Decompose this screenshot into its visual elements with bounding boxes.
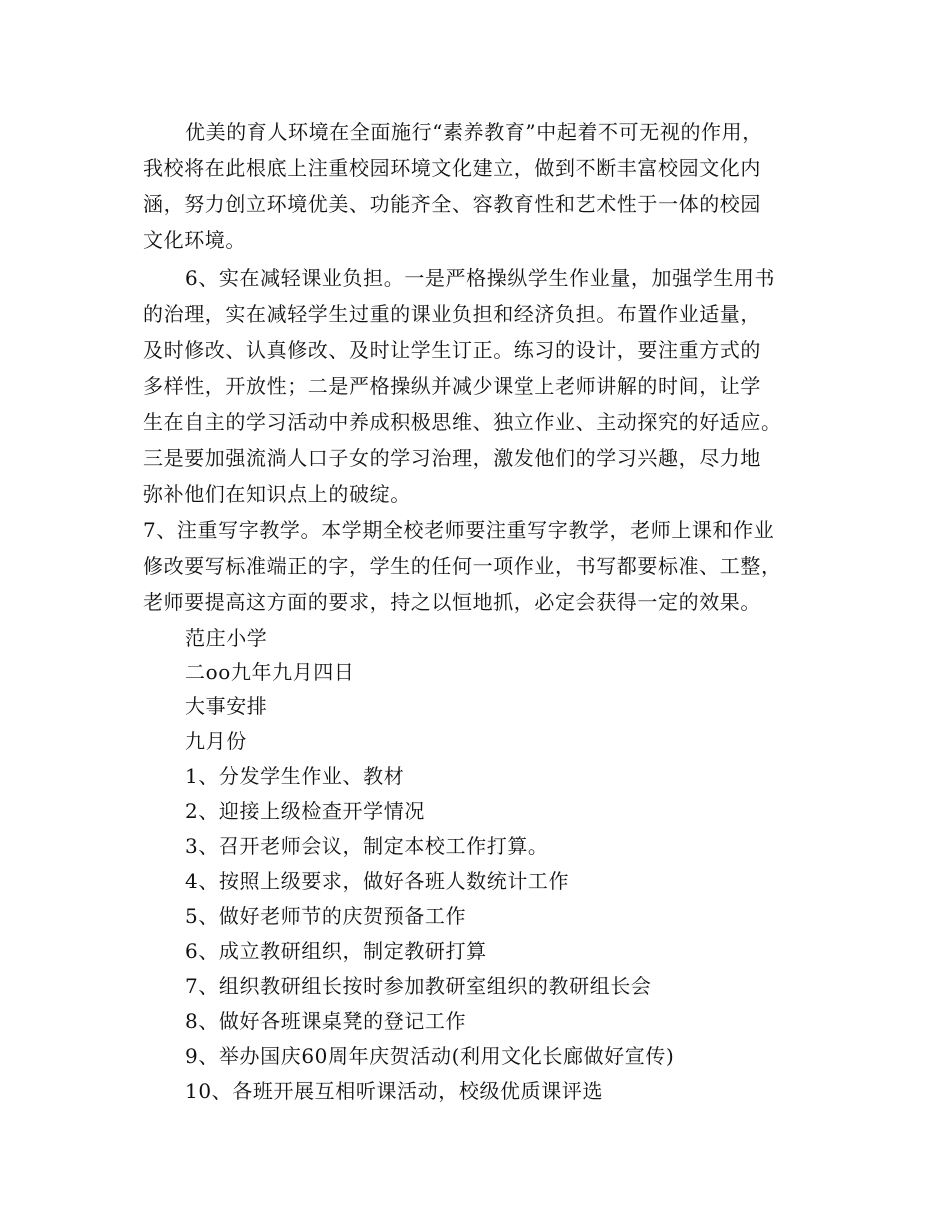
schedule-item: 4、按照上级要求，做好各班人数统计工作 [185,869,570,893]
schedule-item: 10、各班开展互相听课活动，校级优质课评选 [185,1079,604,1103]
schedule-item: 1、分发学生作业、教材 [185,764,405,788]
schedule-title: 大事安排 [185,694,268,718]
env-paragraph-line-2: 我校将在此根底上注重校园环境文化建立，做到不断丰富校园文化内 [143,156,761,180]
school-name: 范庄小学 [185,626,268,650]
item6-paragraph-line-6: 三是要加强流淌人口子女的学习治理，激发他们的学习兴趣，尽力地 [143,446,761,470]
schedule-item: 7、组织教研组长按时参加教研室组织的教研组长会 [185,974,652,998]
item7-paragraph-line-3: 老师要提高这方面的要求，持之以恒地抓，必定会获得一定的效果。 [143,590,761,614]
item6-paragraph-line-5: 生在自主的学习活动中养成积极思维、独立作业、主动探究的好适应。 [143,410,782,434]
item7-paragraph-line-2: 修改要写标准端正的字，学生的任何一项作业，书写都要标准、工整， [143,554,782,578]
item6-paragraph-line-3: 及时修改、认真修改、及时让学生订正。练习的设计，要注重方式的 [143,338,761,362]
schedule-item: 5、做好老师节的庆贺预备工作 [185,904,467,928]
env-paragraph-line-1: 优美的育人环境在全面施行“素养教育”中起着不可无视的作用， [185,120,763,144]
item6-paragraph-line-7: 弥补他们在知识点上的破绽。 [143,482,411,506]
document-date: 二oo九年九月四日 [185,660,355,684]
env-paragraph-line-4: 文化环境。 [143,228,246,252]
env-paragraph-line-3: 涵，努力创立环境优美、功能齐全、容教育性和艺术性于一体的校园 [143,192,761,216]
schedule-item: 3、召开老师会议，制定本校工作打算。 [185,834,549,858]
schedule-month: 九月份 [185,729,247,753]
item6-paragraph-line-4: 多样性，开放性；二是严格操纵并减少课堂上老师讲解的时间，让学 [143,374,761,398]
schedule-item: 9、举办国庆60周年庆贺活动(利用文化长廊做好宣传) [185,1044,675,1068]
item7-paragraph-line-1: 7、注重写字教学。本学期全校老师要注重写字教学，老师上课和作业 [143,518,775,542]
schedule-item: 6、成立教研组织，制定教研打算 [185,939,487,963]
schedule-item: 8、做好各班课桌凳的登记工作 [185,1009,467,1033]
item6-paragraph-line-1: 6、实在减轻课业负担。一是严格操纵学生作业量，加强学生用书 [185,266,776,290]
item6-paragraph-line-2: 的治理，实在减轻学生过重的课业负担和经济负担。布置作业适量， [143,302,761,326]
schedule-item: 2、迎接上级检查开学情况 [185,799,425,823]
